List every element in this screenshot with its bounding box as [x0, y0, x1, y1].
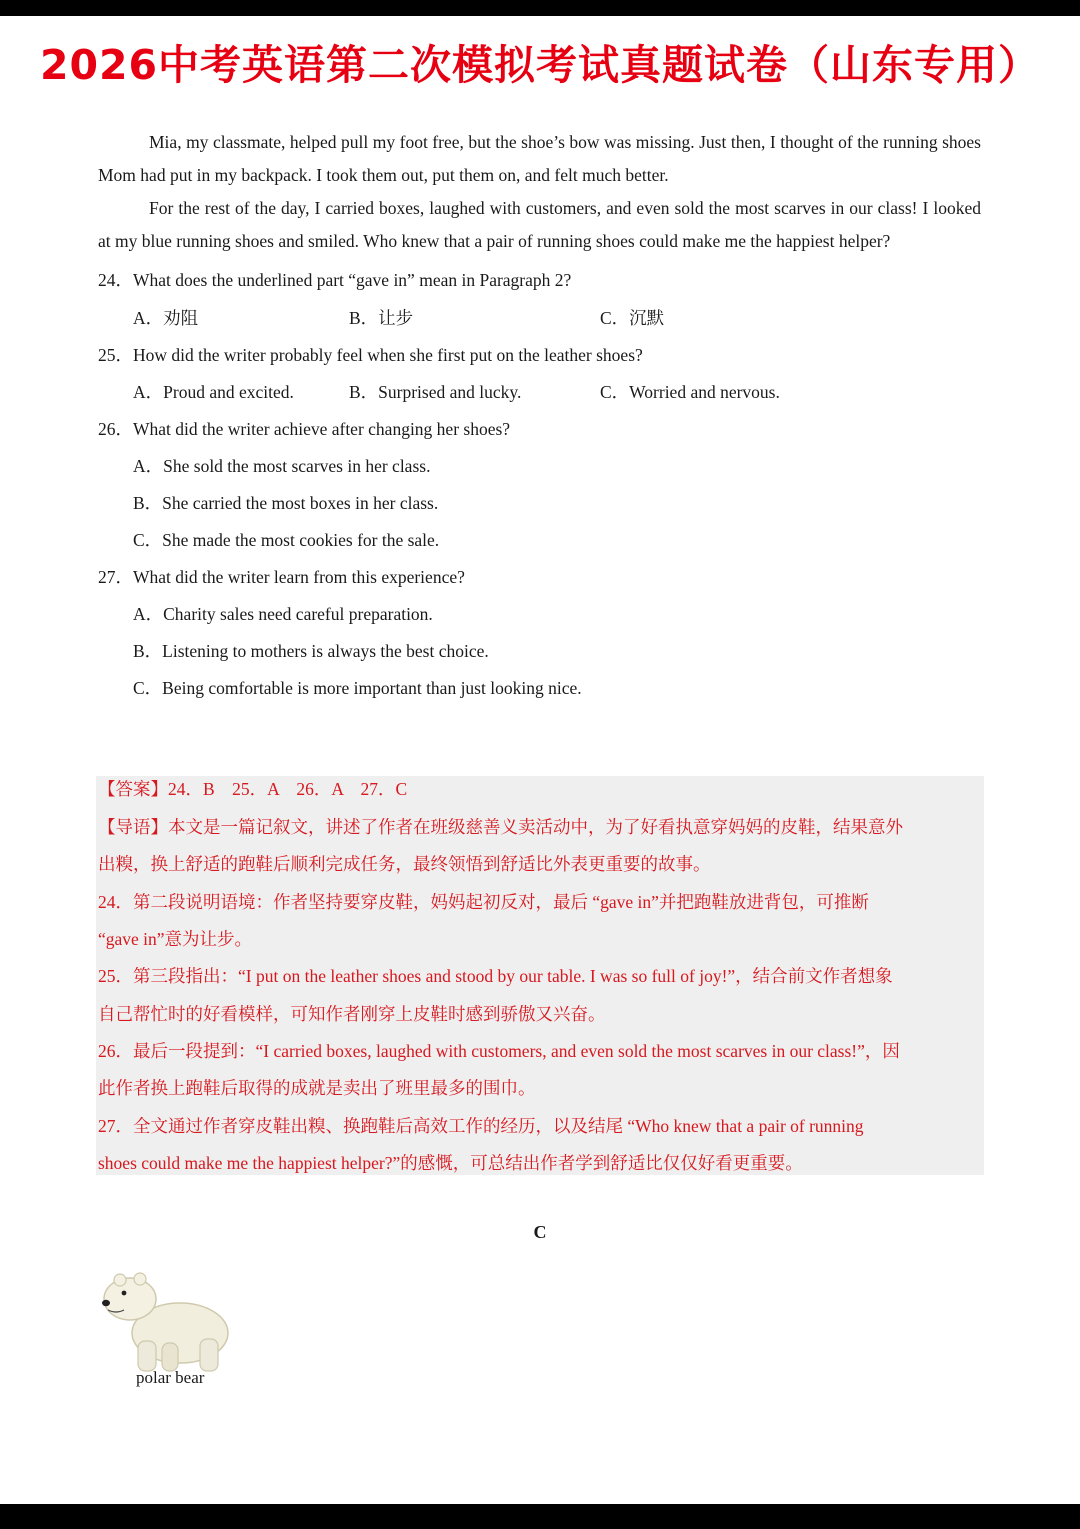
passage-paragraph: Mia, my classmate, helped pull my foot free, but the shoe’s bow was missing. Just then, I thought of the running shoes Mom had put in my backpack. I took them out, put them on, and felt much better. [98, 132, 981, 185]
answer-line: 25．第三段指出：“I put on the leather shoes and stood by our table. I was so full of joy!”，结合前文作者想象 [98, 966, 893, 986]
document-page [0, 16, 1080, 1504]
answer-line: 此作者换上跑鞋后取得的成就是卖出了班里最多的围巾。 [98, 1078, 536, 1098]
option: B．Surprised and lucky. [349, 382, 522, 402]
answer-line: shoes could make me the happiest helper?”的感慨，可总结出作者学到舒适比仅仅好看更重要。 [98, 1153, 803, 1173]
options-row [133, 382, 981, 402]
option: A．Charity sales need careful preparation. [133, 604, 433, 624]
option: B．Listening to mothers is always the best choice. [133, 641, 489, 661]
answer-line: “gave in”意为让步。 [98, 929, 253, 949]
answer-key: 【答案】24．B 25．A 26．A 27．C [98, 779, 408, 799]
question-stem: 27．What did the writer learn from this experience? [98, 567, 465, 587]
answer-line: 出糗，换上舒适的跑鞋后顺利完成任务，最终领悟到舒适比外表更重要的故事。 [98, 854, 711, 874]
answer-line: 自己帮忙时的好看模样，可知作者刚穿上皮鞋时感到骄傲又兴奋。 [98, 1004, 606, 1024]
question-stem: 25．How did the writer probably feel when she first put on the leather shoes? [98, 345, 643, 365]
option: C．Worried and nervous. [600, 382, 780, 402]
option: A．劝阻 [133, 308, 199, 328]
answer-line: 26．最后一段提到：“I carried boxes, laughed with customers, and even sold the most scarves in our class!”，因 [98, 1041, 900, 1061]
answer-line: 24．第二段说明语境：作者坚持要穿皮鞋，妈妈起初反对，最后 “gave in”并把跑鞋放进背包，可推断 [98, 892, 869, 912]
passage-content [98, 126, 981, 698]
option: C．She made the most cookies for the sale. [133, 530, 440, 550]
option: B．She carried the most boxes in her class. [133, 493, 439, 513]
option: C．Being comfortable is more important than just looking nice. [133, 678, 582, 698]
option: A．She sold the most scarves in her class. [133, 456, 431, 476]
option: B．让步 [349, 308, 414, 328]
option: C．沉默 [600, 308, 665, 328]
section-heading: C [533, 1222, 547, 1242]
page-title: 2026中考英语第二次模拟考试真题试卷（山东专用） [39, 41, 1041, 89]
image-caption: polar bear [136, 1368, 205, 1387]
answer-line: 【导语】本文是一篇记叙文，讲述了作者在班级慈善义卖活动中，为了好看执意穿妈妈的皮鞋，结果意外 [98, 817, 903, 837]
options-row [133, 308, 981, 328]
question-stem: 26．What did the writer achieve after changing her shoes? [98, 419, 511, 439]
answer-line: 27．全文通过作者穿皮鞋出糗、换跑鞋后高效工作的经历，以及结尾 “Who knew that a pair of running [98, 1116, 864, 1136]
option: A．Proud and excited. [133, 382, 294, 402]
question-stem: 24．What does the underlined part “gave in” mean in Paragraph 2? [98, 270, 572, 290]
passage-paragraph: For the rest of the day, I carried boxes, laughed with customers, and even sold the most scarves in our class! I looked at my blue running shoes and smiled. Who knew that a pair of running shoes could make me the happiest helper? [98, 198, 981, 251]
polar-bear-icon [98, 1269, 234, 1379]
